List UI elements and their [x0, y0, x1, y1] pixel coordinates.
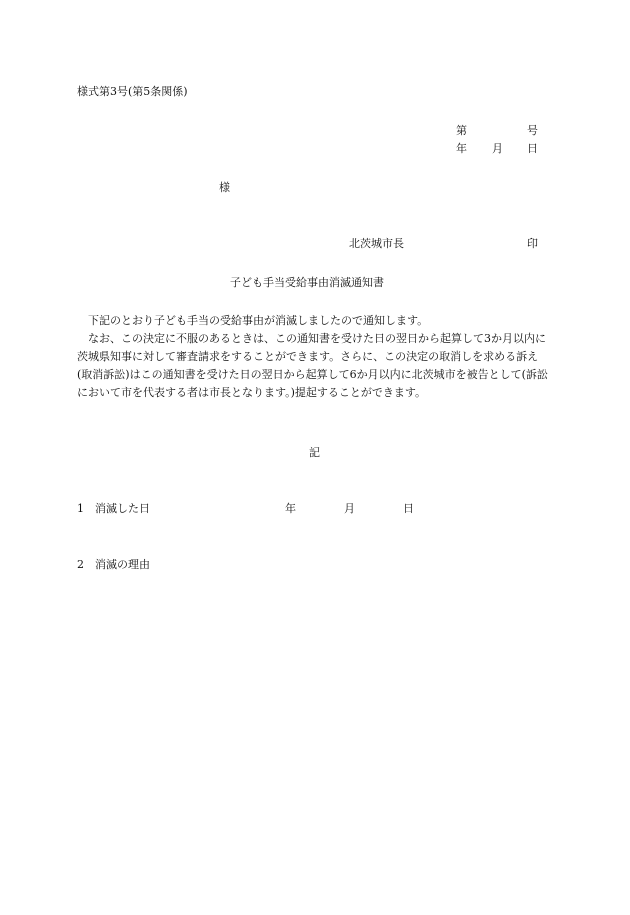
document-title: 子ども手当受給事由消滅通知書 — [230, 276, 384, 289]
addressee-suffix: 様 — [219, 181, 230, 194]
record-heading: 記 — [309, 446, 320, 459]
date-year-label: 年 — [456, 142, 467, 155]
date-month-label: 月 — [492, 142, 503, 155]
item-1-number: 1 — [77, 502, 84, 515]
notice-body — [77, 312, 553, 402]
document-number-label: 第 — [456, 124, 467, 137]
document-number-suffix: 号 — [527, 124, 538, 137]
date-day-label: 日 — [527, 142, 538, 155]
notice-paragraph-1: 下記のとおり子ども手当の受給事由が消滅しましたので通知します。 — [88, 314, 429, 327]
issuer-name: 北茨城市長 — [349, 237, 404, 250]
item-1-day-label: 日 — [403, 502, 414, 515]
item-1-year-label: 年 — [285, 502, 296, 515]
item-1-month-label: 月 — [344, 502, 355, 515]
seal-mark: 印 — [527, 237, 538, 250]
item-2-label: 消滅の理由 — [95, 558, 150, 571]
item-2-number: 2 — [77, 558, 84, 571]
notice-paragraph-2: なお、この決定に不服のあるときは、この通知書を受けた日の翌日から起算して3か月以内に茨城県知事に対して審査請求をすることができます。さらに、この決定の取消しを求める訴え(取消訴訟)はこの通知書を受けた日の翌日から起算して6か月以内に北茨城市を被告として(訴訟において市を代表する者は市長となります。)提起することができます。 — [77, 332, 548, 399]
form-label: 様式第3号(第5条関係) — [77, 85, 188, 98]
item-1-label: 消滅した日 — [95, 502, 150, 515]
